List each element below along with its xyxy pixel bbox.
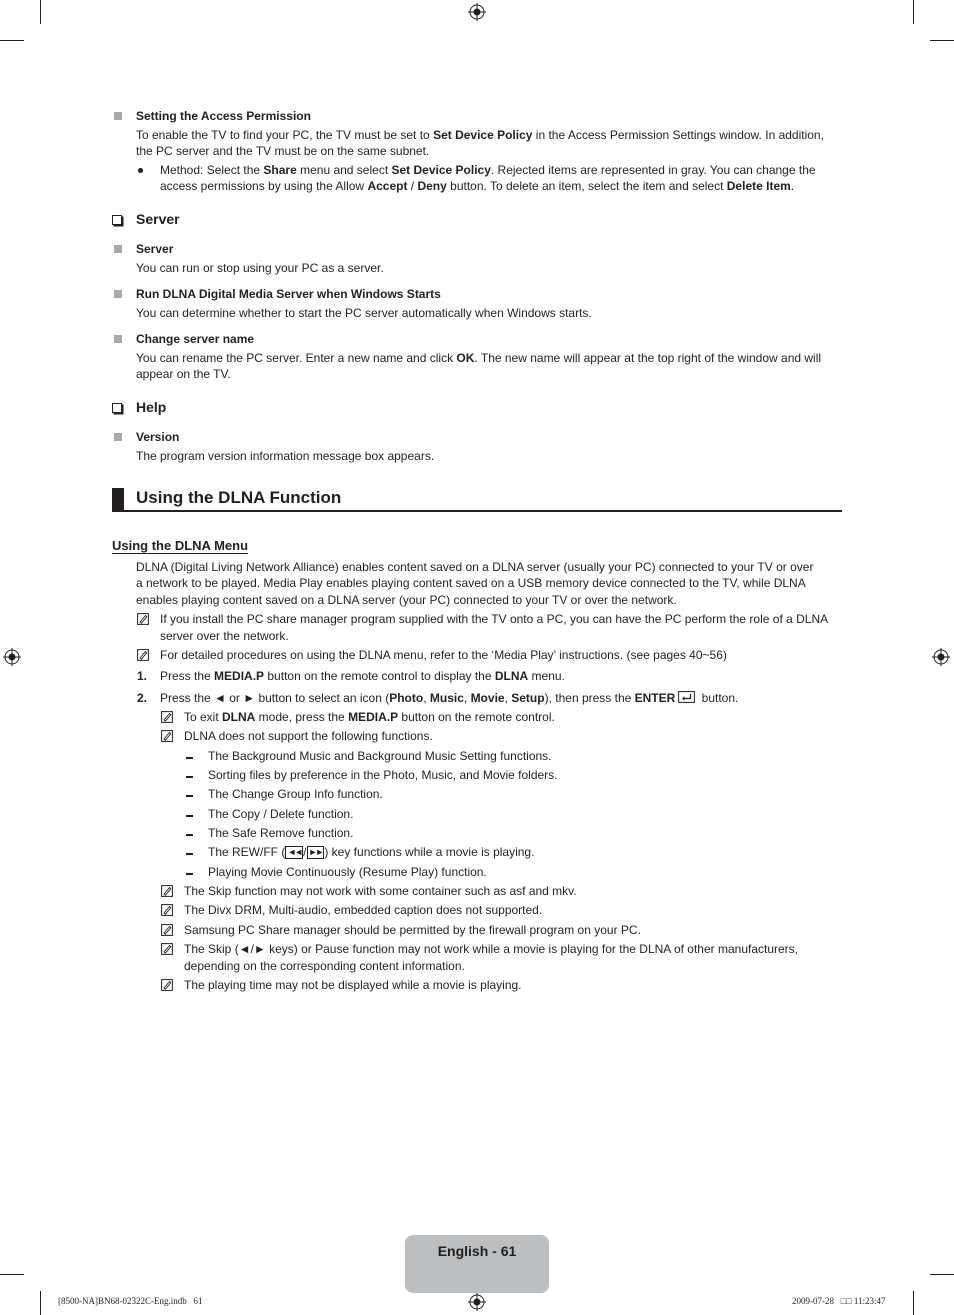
server-item-desc: appear on the TV. [136, 367, 231, 381]
round-bullet-icon [138, 168, 143, 173]
square-bullet-icon [114, 335, 122, 343]
server-item-desc: You can rename the PC server. Enter a new name and click OK. The new name will appear at the top right of the window and will [136, 351, 822, 365]
registration-mark-icon [3, 648, 21, 666]
checkbox-bullet-icon [112, 403, 122, 413]
note-icon [161, 711, 173, 723]
intro-text: a network to be played. Media Play enables playing content saved on a USB memory device connected to the TV, while DLNA [136, 576, 806, 590]
section-heading-bar [112, 488, 124, 511]
step-text: Press the MEDIA.P button on the remote control to display the DLNA menu. [160, 669, 565, 683]
server-item-title: Change server name [136, 332, 255, 346]
sub-note-text: The playing time may not be displayed while a movie is playing. [184, 978, 522, 992]
dash-bullet [186, 834, 193, 836]
dash-bullet [186, 776, 193, 778]
note-text: server over the network. [160, 629, 289, 643]
server-item-desc: You can run or stop using your PC as a server. [136, 261, 384, 275]
access-method-text: Method: Select the Share menu and select Set Device Policy. Rejected items are represented in gray. You can change the [160, 163, 816, 177]
sub-note-text: depending on the corresponding content information. [184, 959, 465, 973]
rewind-icon: ◄◄ [287, 847, 302, 857]
step-text: Press the ◄ or ► button to select an icon (Photo, Music, Movie, Setup), then press the ENTER button. [160, 691, 739, 705]
step-number: 1. [137, 669, 148, 683]
square-bullet-icon [114, 112, 122, 120]
note-icon [161, 885, 173, 897]
registration-mark-icon [468, 1293, 486, 1311]
access-permission-text: To enable the TV to find your PC, the TV must be set to Set Device Policy in the Access Permission Settings window. In addition, [136, 128, 824, 142]
note-icon [161, 904, 173, 916]
dash-item: The REW/FF ( ◄◄ / ►► ) key functions while a movie is playing. [208, 845, 535, 859]
note-icon [161, 730, 173, 742]
dash-item: Sorting files by preference in the Photo, Music, and Movie folders. [208, 768, 558, 782]
enter-key-icon [678, 691, 695, 703]
footer-timestamp: 2009-07-28 □□ 11:23:47 [792, 1296, 886, 1306]
footer-file-name: [8500-NA]BN68-02322C-Eng.indb 61 [58, 1296, 203, 1306]
server-item-title: Run DLNA Digital Media Server when Windows Starts [136, 287, 441, 301]
dash-item: Playing Movie Continuously (Resume Play) function. [208, 865, 487, 879]
help-heading: Help [136, 399, 167, 415]
dash-bullet [186, 873, 193, 875]
section-subtitle: Using the DLNA Menu [112, 538, 249, 553]
section-heading-rule [112, 510, 842, 512]
access-permission-text: the PC server and the TV must be on the same subnet. [136, 144, 430, 158]
registration-mark-icon [468, 3, 486, 21]
dash-item: The Background Music and Background Music Setting functions. [208, 749, 552, 763]
note-icon [161, 943, 173, 955]
square-bullet-icon [114, 433, 122, 441]
access-method-text: access permissions by using the Allow Accept / Deny button. To delete an item, select the item and select Delete Item. [160, 179, 795, 193]
dash-item: The Copy / Delete function. [208, 807, 354, 821]
note-icon [161, 924, 173, 936]
square-bullet-icon [114, 290, 122, 298]
fast-forward-icon: ►► [308, 847, 323, 857]
server-item-desc: You can determine whether to start the PC server automatically when Windows starts. [136, 306, 592, 320]
square-bullet-icon [114, 245, 122, 253]
dash-bullet [186, 795, 193, 797]
help-item-title: Version [136, 430, 180, 444]
page-number-label: English - 61 [437, 1243, 517, 1259]
sub-note-text: DLNA does not support the following functions. [184, 729, 433, 743]
registration-mark-icon [932, 648, 950, 666]
note-text: If you install the PC share manager program supplied with the TV onto a PC, you can have the PC perform the role of a DLNA [160, 612, 829, 626]
intro-text: enables playing content saved on a DLNA server (your PC) connected to your TV or over the network. [136, 593, 677, 607]
sub-note-text: To exit DLNA mode, press the MEDIA.P button on the remote control. [184, 710, 555, 724]
note-icon [161, 979, 173, 991]
dash-item: The Safe Remove function. [208, 826, 354, 840]
sub-note-text: Samsung PC Share manager should be permitted by the firewall program on your PC. [184, 923, 641, 937]
step-number: 2. [137, 691, 148, 705]
note-icon [137, 613, 149, 625]
dash-bullet [186, 853, 193, 855]
sub-note-text: The Skip function may not work with some container such as asf and mkv. [184, 884, 577, 898]
sub-note-text: The Divx DRM, Multi-audio, embedded caption does not supported. [184, 903, 543, 917]
note-icon [137, 649, 149, 661]
server-item-title: Server [136, 242, 174, 256]
section-title: Using the DLNA Function [136, 488, 342, 507]
checkbox-bullet-icon [112, 215, 122, 225]
sub-note-text: The Skip (◄/► keys) or Pause function may not work while a movie is playing for the DLNA of other manufacturers, [184, 942, 799, 956]
access-permission-title: Setting the Access Permission [136, 109, 311, 123]
dash-item: The Change Group Info function. [208, 787, 383, 801]
note-text: For detailed procedures on using the DLNA menu, refer to the ‘Media Play’ instructions. (see pages 40~56) [160, 648, 727, 662]
server-heading: Server [136, 211, 180, 227]
intro-text: DLNA (Digital Living Network Alliance) enables content saved on a DLNA server (usually your PC) connected to your TV or over [136, 560, 814, 574]
help-item-desc: The program version information message box appears. [136, 449, 435, 463]
dash-bullet [186, 815, 193, 817]
dash-bullet [186, 757, 193, 759]
